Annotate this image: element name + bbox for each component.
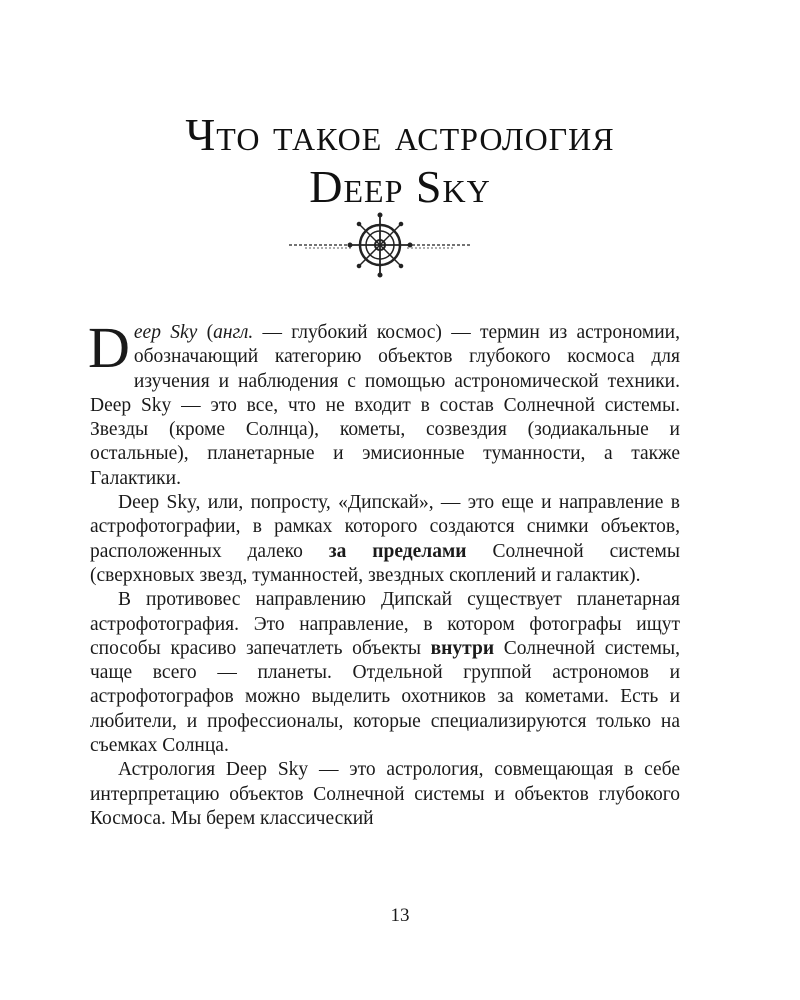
bold-za-predelami: за пределами xyxy=(328,540,467,562)
paragraph-2 xyxy=(90,491,680,588)
abbr-english: англ. xyxy=(213,322,254,343)
body-text xyxy=(88,315,680,831)
paren-open: ( xyxy=(197,322,214,343)
paragraph-3-text-a: В противовес направлению Дипскай существует планетарная астрофотография. Это направление, в котором фотографы ищут способы красиво запечатлеть объекты xyxy=(90,589,680,659)
paragraph-1 xyxy=(88,315,680,491)
page-number: 13 xyxy=(390,905,410,926)
ship-wheel-icon xyxy=(285,212,475,278)
paragraph-3 xyxy=(90,588,680,758)
term-deep-sky: eep Sky xyxy=(133,322,198,343)
chapter-title-line-2: Deep Sky xyxy=(309,161,491,212)
paragraph-2-text-a: Deep Sky, или, попросту, «Дипскай», — это еще и направление в астрофотографии, в рамках которого создаются снимки объектов, расположенных далеко xyxy=(90,492,680,562)
drop-cap: D xyxy=(88,315,130,380)
paragraph-3-text-b: Солнечной системы, чаще всего — планеты. Отдельной группой астрономов и астрофотографов можно выделить охотников за кометами. Есть и любители, и профессионалы, которые специализируются только на съемках Солнца. xyxy=(90,637,680,757)
paragraph-2-text-b: Солнечной системы (сверхновых звезд, туманностей, звездных скоплений и галактик). xyxy=(90,540,680,586)
bold-vnutri: внутри xyxy=(430,637,495,659)
chapter-title-line-1: Что такое астрология xyxy=(185,109,615,160)
paragraph-1-text: — глубокий космос) — термин из астрономии, обозначающий категорию объектов глубокого космоса для изучения и наблюдения с помощью астрономической техники. Deep Sky — это все, что не входит в состав Солнечной системы. Звезды (кроме Солнца), кометы, созвездия (зодиакальные и остальные), планетарные и эмисионные туманности, а также Галактики. xyxy=(90,322,680,489)
paragraph-4: Астрология Deep Sky — это астрология, совмещающая в себе интерпретацию объектов Солнечной системы и объектов глубокого Космоса. Мы берем классический xyxy=(90,759,680,829)
